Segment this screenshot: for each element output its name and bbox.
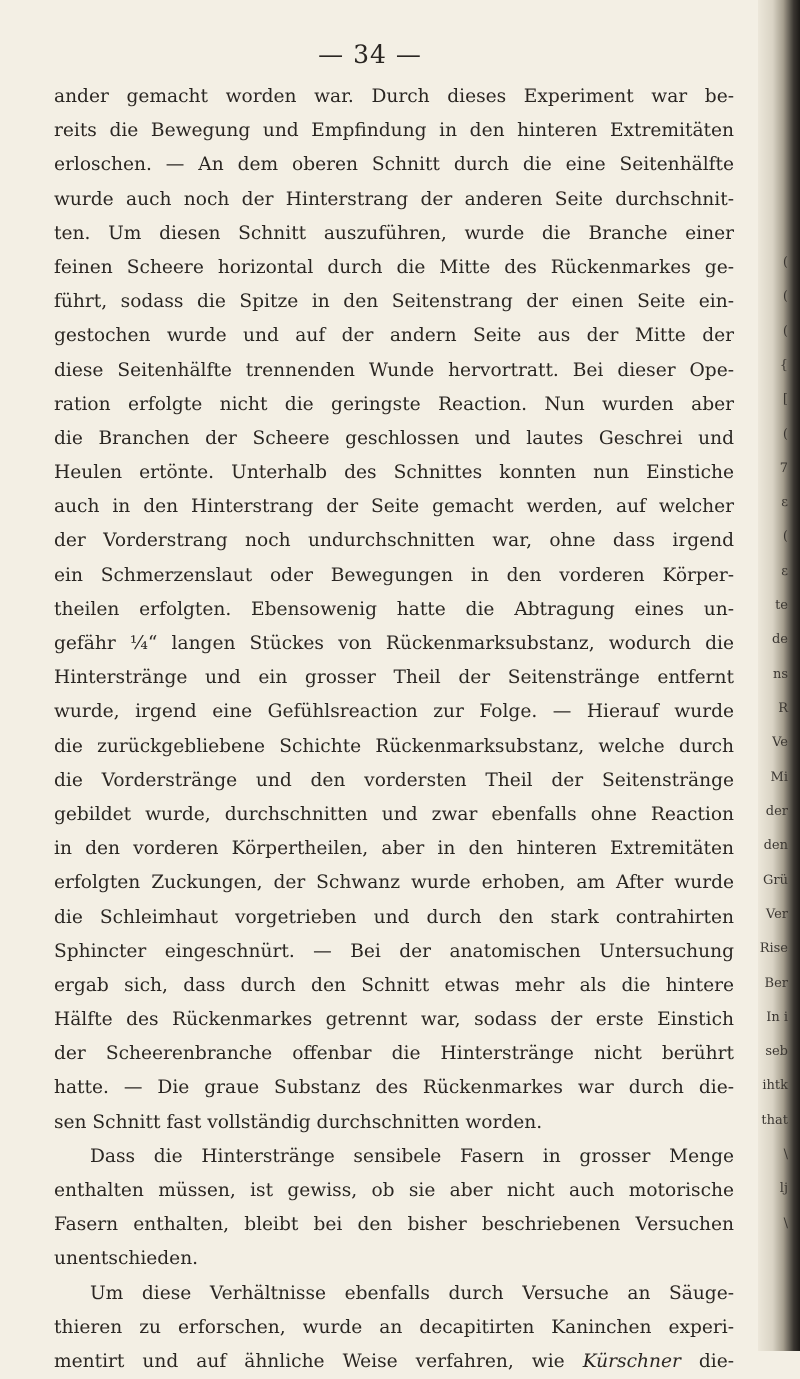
text-line: ander gemacht worden war. Durch dieses Experiment war be- [54, 86, 734, 107]
text-segment: die- [680, 1350, 735, 1372]
edge-fragment: R [778, 701, 788, 717]
text-line: theilen erfolgten. Ebensowenig hatte die Abtragung eines un- [54, 598, 734, 620]
text-line: diese Seitenhälfte trennenden Wunde hervortratt. Bei dieser Ope- [54, 359, 734, 381]
edge-fragment: \ [783, 1147, 788, 1163]
edge-fragment: Ve [772, 735, 788, 751]
edge-fragment: te [775, 598, 788, 614]
edge-fragment: that [761, 1112, 788, 1128]
text-line: die Vorderstränge und den vordersten Theil der Seitenstränge [54, 769, 734, 791]
edge-fragment: ns [772, 666, 788, 682]
text-line: thieren zu erforschen, wurde an decapitirten Kaninchen experi- [54, 1316, 734, 1338]
text-line: erloschen. — An dem oberen Schnitt durch die eine Seitenhälfte [54, 154, 734, 176]
edge-fragment: Rise [759, 941, 788, 957]
text-line: Sphincter eingeschnürt. — Bei der anatomischen Untersuchung [54, 940, 734, 962]
edge-fragment: lj [779, 1181, 788, 1197]
text-line: Hinterstränge und ein grosser Theil der Seitenstränge entfernt [54, 667, 734, 689]
text-line: hatte. — Die graue Substanz des Rückenmarkes war durch die- [54, 1077, 734, 1099]
text-line: führt, sodass die Spitze in den Seitenstrang der einen Seite ein- [54, 291, 734, 313]
edge-fragment: Grü [763, 872, 788, 888]
edge-fragment: 7 [779, 460, 788, 476]
text-line: Fasern enthalten, bleibt bei den bisher beschriebenen Versuchen [54, 1214, 734, 1236]
text-line: ration erfolgte nicht die geringste Reaction. Nun wurden aber [54, 393, 734, 415]
text-line [54, 1345, 734, 1379]
text-line: ten. Um diesen Schnitt auszuführen, wurde die Branche einer [54, 222, 734, 244]
text-line: unentschieden. [54, 1248, 199, 1270]
text-line: gebildet wurde, durchschnitten und zwar ebenfalls ohne Reaction [54, 803, 734, 825]
edge-fragment: Mi [770, 769, 788, 785]
text-line: Hälfte des Rückenmarkes getrennt war, sodass der erste Einstich [54, 1009, 734, 1031]
text-line: der Scheerenbranche offenbar die Hinterstränge nicht berührt [54, 1043, 734, 1065]
text-line: ein Schmerzenslaut oder Bewegungen in den vorderen Körper- [54, 564, 734, 586]
edge-fragment: [ [782, 392, 788, 408]
text-line: in den vorderen Körpertheilen, aber in den hinteren Extremitäten [54, 838, 734, 860]
paragraph-1 [54, 80, 734, 1140]
edge-fragment: Ber [764, 975, 788, 991]
text-line: Dass die Hinterstränge sensibele Fasern in grosser Menge [90, 1145, 734, 1167]
text-line: Heulen ertönte. Unterhalb des Schnittes konnten nun Einstiche [54, 462, 734, 484]
edge-fragment: ε [781, 495, 788, 511]
page-number: — 34 — [318, 40, 422, 69]
text-line: Um diese Verhältnisse ebenfalls durch Versuche an Säuge- [90, 1282, 734, 1304]
edge-fragment: \ [783, 1215, 788, 1231]
text-line: erfolgten Zuckungen, der Schwanz wurde erhoben, am After wurde [54, 872, 734, 894]
text-line: enthalten müssen, ist gewiss, ob sie aber nicht auch motorische [54, 1180, 734, 1201]
edge-fragment: In i [766, 1009, 788, 1025]
text-line: die zurückgebliebene Schichte Rückenmarksubstanz, welche durch [54, 735, 734, 757]
edge-fragment: ihtk [762, 1078, 788, 1094]
text-line: sen Schnitt fast vollständig durchschnitten worden. [54, 1111, 543, 1133]
text-line: ergab sich, dass durch den Schnitt etwas mehr als die hintere [54, 974, 734, 996]
edge-fragment: ( [782, 323, 788, 339]
edge-fragment: ( [782, 255, 788, 270]
text-line: der Vorderstrang noch undurchschnitten war, ohne dass irgend [54, 530, 734, 552]
text-line: die Schleimhaut vorgetrieben und durch den stark contrahirten [54, 906, 734, 928]
edge-fragment: { [779, 357, 788, 373]
adjacent-page-text-fragments [759, 0, 788, 1351]
edge-fragment: ( [782, 426, 788, 442]
text-line: auch in den Hinterstrang der Seite gemacht werden, auf welcher [54, 496, 734, 518]
edge-fragment: ( [782, 529, 788, 545]
text-line: gestochen wurde und auf der andern Seite aus der Mitte der [54, 325, 734, 347]
text-segment: mentirt und auf ähnliche Weise verfahren, wie [54, 1350, 583, 1372]
text-line: wurde auch noch der Hinterstrang der anderen Seite durchschnit- [54, 188, 734, 210]
edge-fragment: ε [781, 563, 788, 579]
edge-fragment: Ver [765, 906, 788, 922]
edge-fragment: de [771, 632, 788, 648]
edge-fragment: seb [765, 1044, 788, 1060]
edge-fragment: ( [782, 289, 788, 305]
text-line: reits die Bewegung und Empfindung in den hinteren Extremitäten [54, 120, 734, 142]
edge-fragment: der [765, 803, 788, 819]
text-line: wurde, irgend eine Gefühlsreaction zur Folge. — Hierauf wurde [54, 701, 734, 723]
text-line: feinen Scheere horizontal durch die Mitte des Rückenmarkes ge- [54, 256, 734, 278]
edge-fragment: den [763, 838, 788, 854]
paragraph-3 [54, 1277, 734, 1379]
text-block [54, 80, 734, 1379]
author-name-emphasis: Kürschner [582, 1350, 681, 1372]
paragraph-2 [54, 1140, 734, 1277]
text-line: gefähr ¼“ langen Stückes von Rückenmarksubstanz, wodurch die [54, 633, 734, 654]
text-line: die Branchen der Scheere geschlossen und lautes Geschrei und [54, 427, 734, 449]
